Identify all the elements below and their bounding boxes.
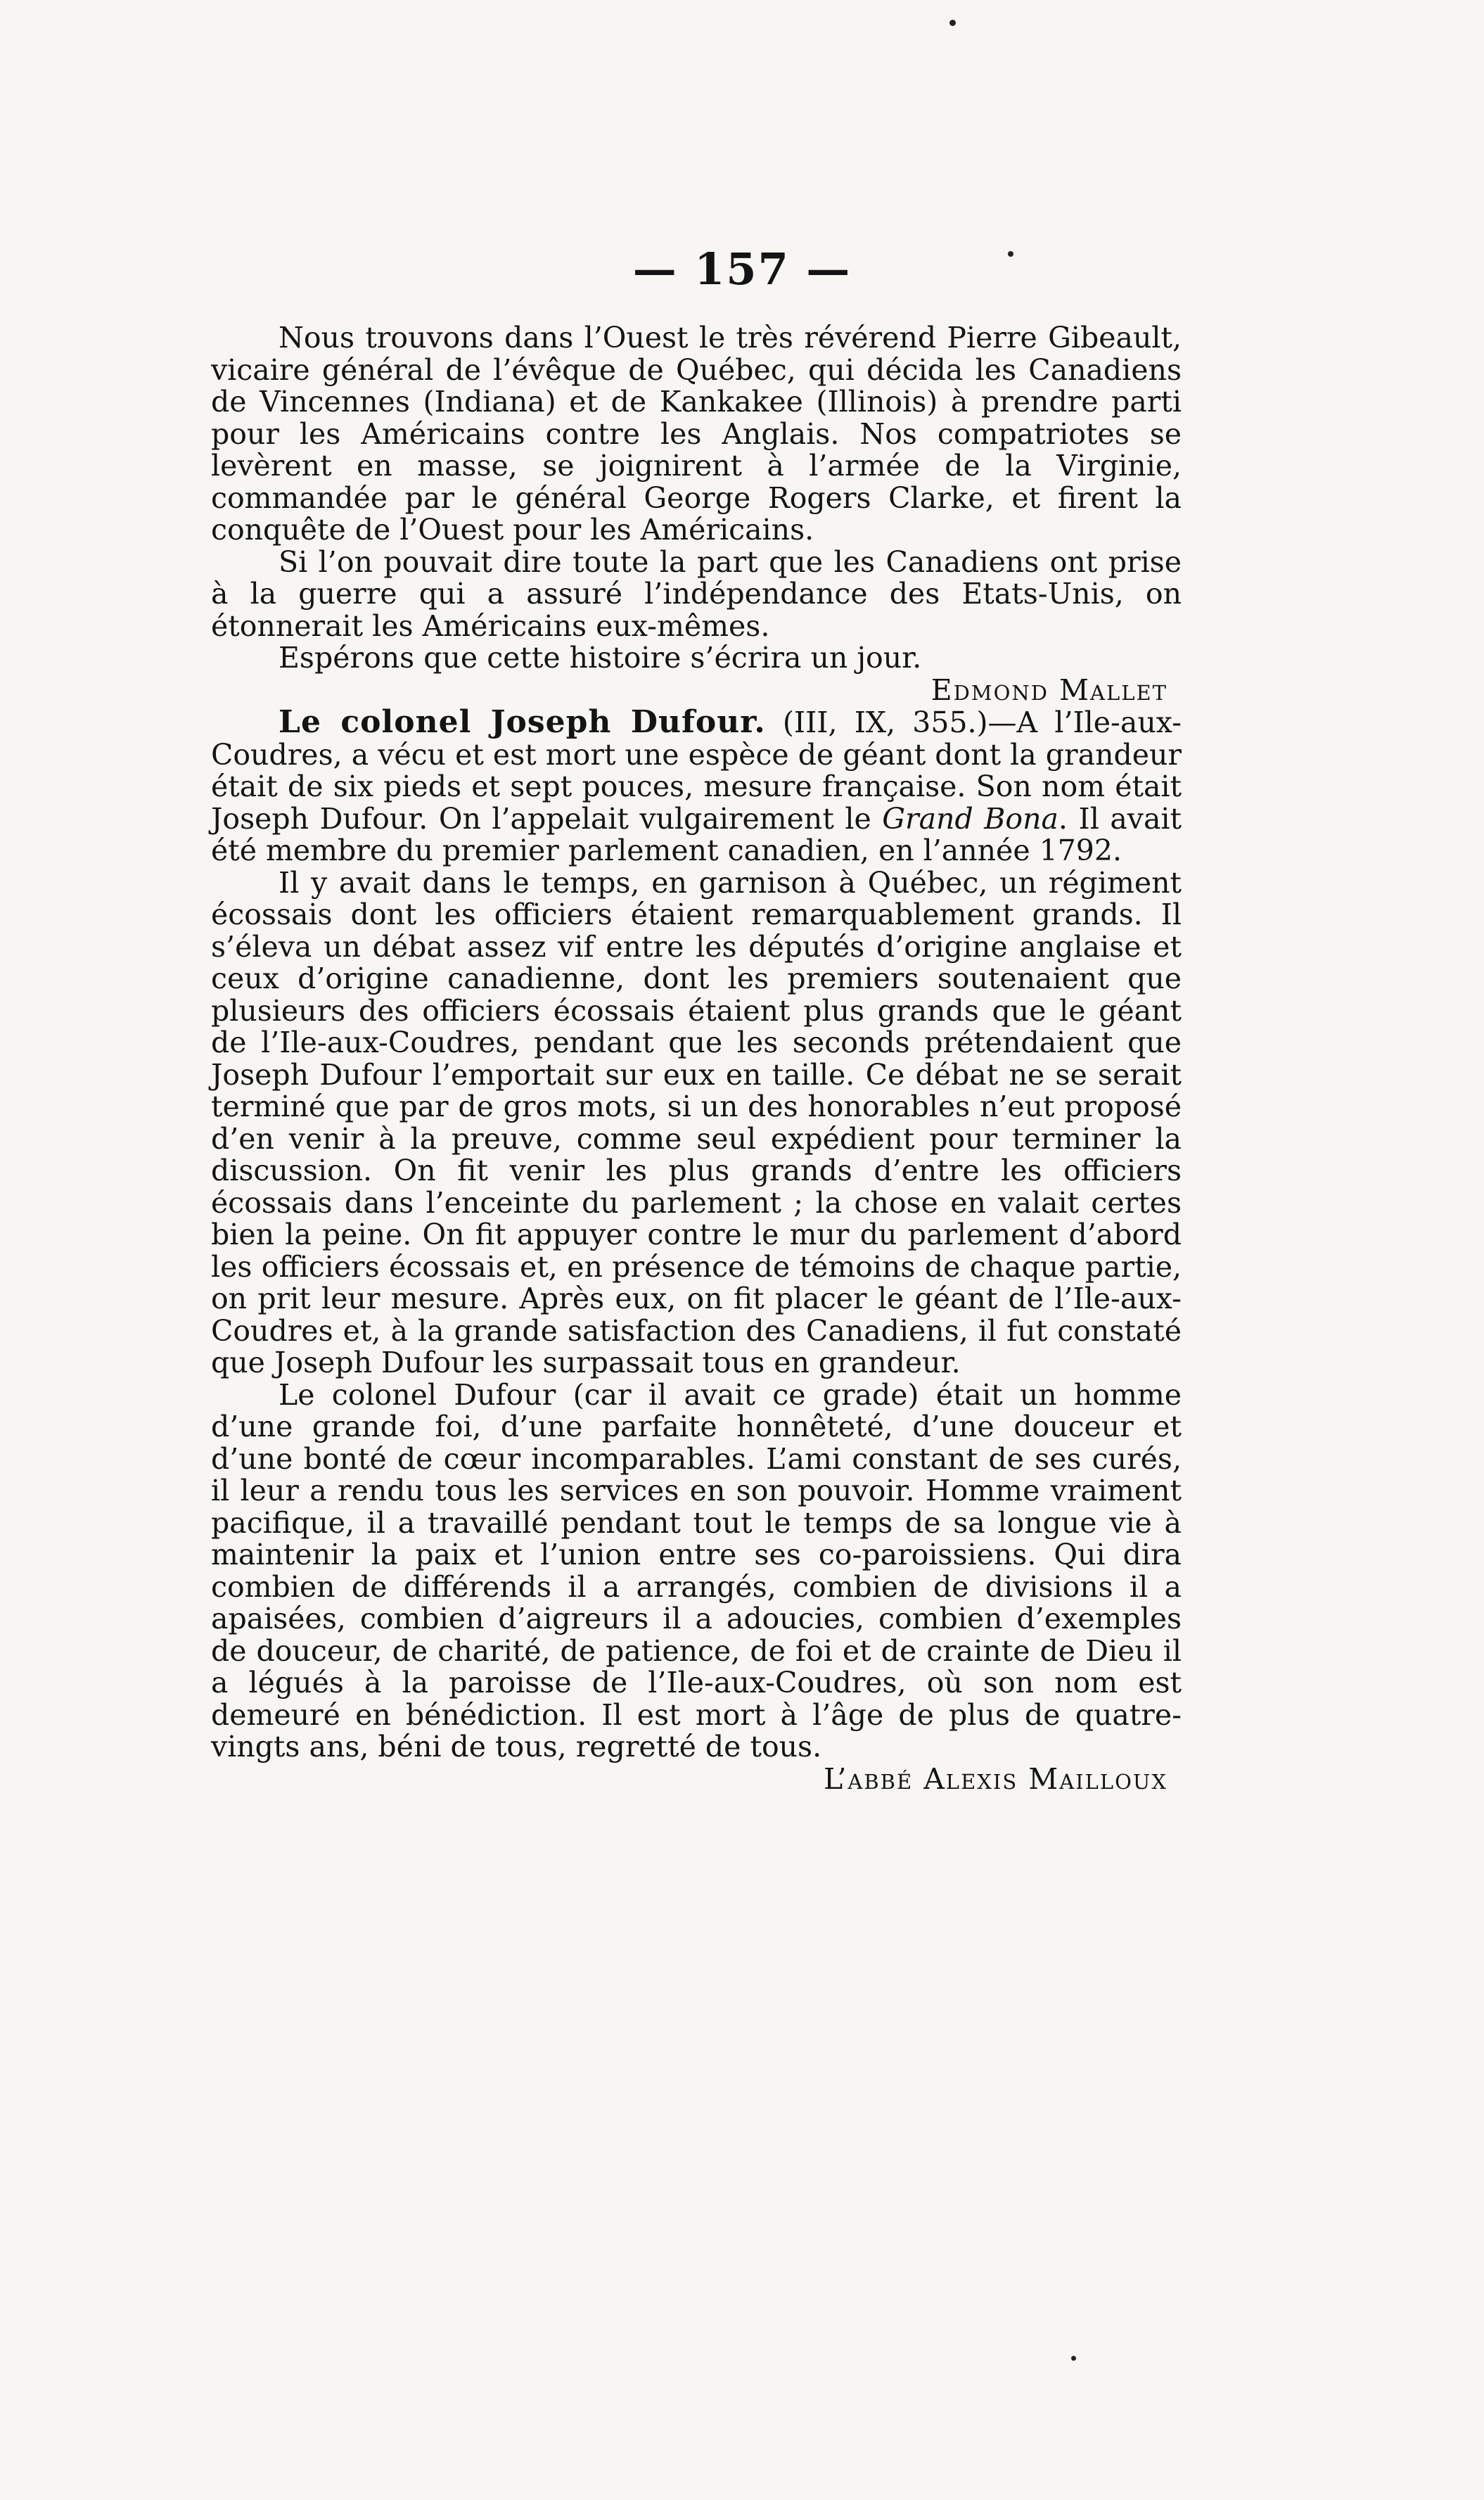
signature-mailloux: L’abbé Alexis Mailloux — [824, 1761, 1168, 1796]
paragraph-independance: Si l’on pouvait dire toute la part que les Canadiens ont prise à la guerre qui a assuré l’indépendance des Etats-Unis, on étonnerait les Américains eux-mêmes. — [211, 544, 1182, 643]
signature-mallet: Edmond Mallet — [930, 672, 1168, 707]
nickname: Grand Bona — [882, 801, 1058, 836]
paragraph-dufour-intro: Le colonel Joseph Dufour. (III, IX, 355.)—A l’Ile-aux-Coudres, a vécu et est mort une espèce de géant dont la grandeur était de six pieds et sept pouces, mesure française. Son nom était Joseph Dufour. On l’appelait vulgairement le Grand Bona. Il avait été membre du premier parlement canadien, en l’année 1792. — [211, 704, 1182, 867]
entry-heading: Le colonel Joseph Dufour. — [279, 704, 766, 740]
paragraph-debat: Il y avait dans le temps, en garnison à Québec, un régiment écossais dont les officiers étaient remarquablement grands. Il s’éleva un débat assez vif entre les députés d’origine anglaise et ceux d’origine canadienne, dont les premiers soutenaient que plusieurs des officiers écossais étaient plus grands que le géant de l’Ile-aux-Coudres, pendant que les seconds prétendaient que Joseph Dufour l’emportait sur eux en taille. Ce débat ne se serait terminé que par de gros mots, si un des honorables n’eut proposé d’en venir à la preuve, comme seul expédient pour terminer la discussion. On fit venir les plus grands d’entre les officiers écossais dans l’enceinte du parlement ; la chose en valait certes bien la peine. On fit appuyer contre le mur du parlement d’abord les officiers écossais et, en présence de témoins de chaque partie, on prit leur mesure. Après eux, on fit placer le géant de l’Ile-aux-Coudres et, à la grande satisfaction des Canadiens, il fut constaté que Joseph Dufour les surpassait tous en grandeur. — [211, 865, 1182, 1379]
paragraph-colonel: Le colonel Dufour (car il avait ce grade) était un homme d’une grande foi, d’une parfaite honnêteté, d’une douceur et d’une bonté de cœur incomparables. L’ami constant de ses curés, il leur a rendu tous les services en son pouvoir. Homme vraiment pacifique, il a travaillé pendant tout le temps de sa longue vie à maintenir la paix et l’union entre ses co-paroissiens. Qui dira combien de différends il a arrangés, combien de divisions il a apaisées, combien d’aigreurs il a adoucies, combien d’exemples de douceur, de charité, de patience, de foi et de crainte de Dieu il a légués à la paroisse de l’Ile-aux-Coudres, où son nom est demeuré en bénédiction. Il est mort à l’âge de plus de quatre-vingts ans, béni de tous, regretté de tous. — [211, 1377, 1182, 1764]
page-number: — 157 — — [632, 243, 852, 295]
scan-speck — [1071, 2356, 1076, 2361]
scan-speck — [1008, 251, 1013, 257]
paragraph-gibeault: Nous trouvons dans l’Ouest le très révérend Pierre Gibeault, vicaire général de l’évêque de Québec, qui décida les Canadiens de Vincennes (Indiana) et de Kankakee (Illinois) à prendre parti pour les Américains contre les Anglais. Nos compatriotes se levèrent en masse, se joignirent à l’armée de la Virginie, commandée par le général George Rogers Clarke, et firent la conquête de l’Ouest pour les Américains. — [211, 321, 1182, 547]
paragraph-esperons: Espérons que cette histoire s’écrira un jour. — [279, 641, 922, 675]
scan-speck — [949, 20, 956, 26]
body-text — [211, 322, 1182, 1795]
